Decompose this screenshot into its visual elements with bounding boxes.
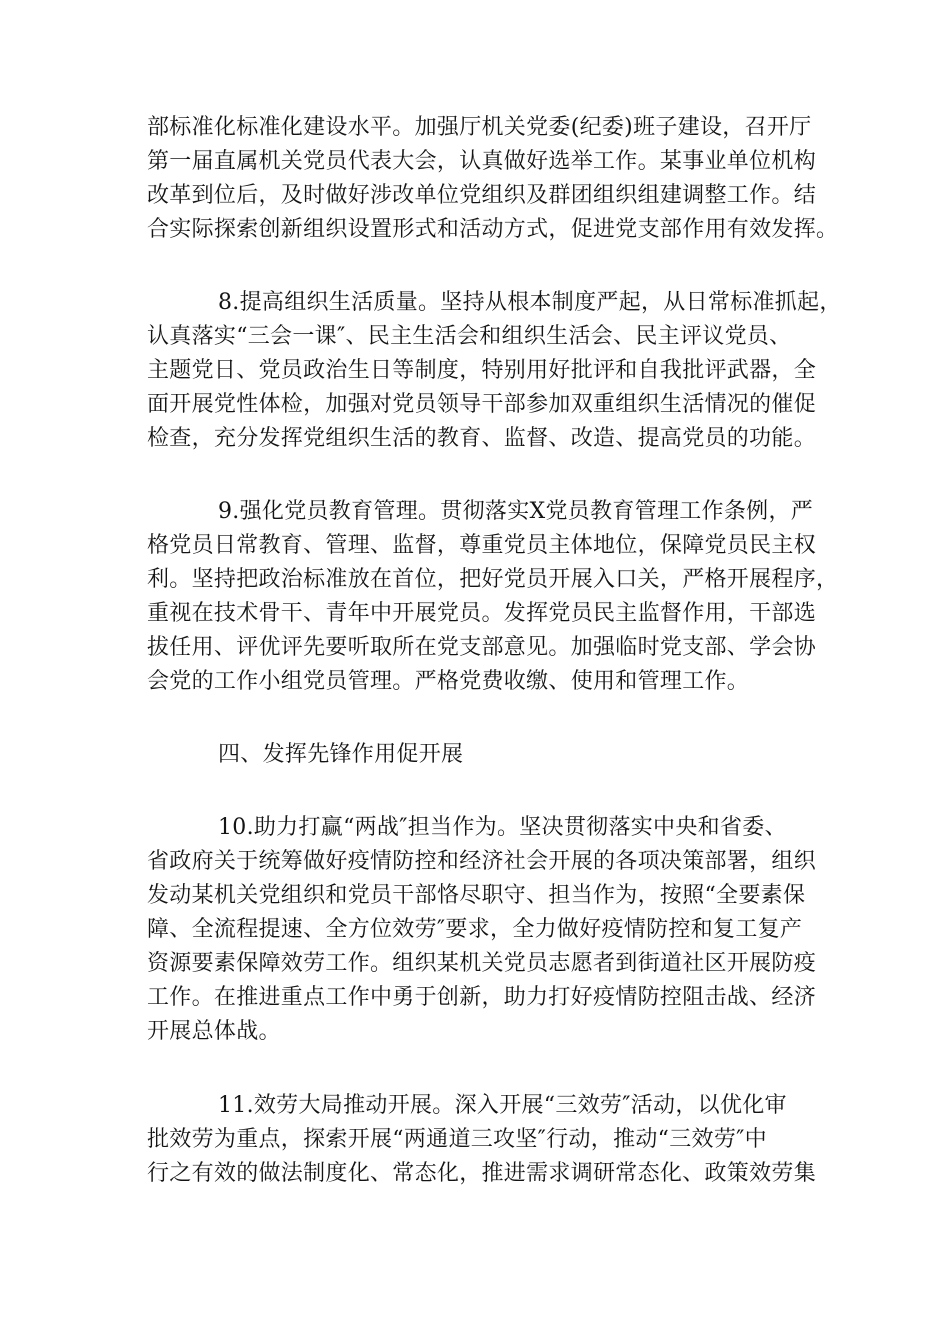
text-line: 部标准化标准化建设水平。加强厅机关党委(纪委)班子建设，召开厅 bbox=[147, 115, 812, 140]
text-line: 9.强化党员教育管理。贯彻落实X党员教育管理工作条例，严 bbox=[218, 499, 814, 524]
text-line: 行之有效的做法制度化、常态化，推进需求调研常态化、政策效劳集 bbox=[147, 1161, 817, 1186]
text-line: 第一届直属机关党员代表大会，认真做好选举工作。某事业单位机构 bbox=[147, 149, 817, 174]
text-line: 重视在技术骨干、青年中开展党员。发挥党员民主监督作用，干部选 bbox=[147, 601, 817, 626]
text-line: 检查，充分发挥党组织生活的教育、监督、改造、提高党员的功能。 bbox=[147, 426, 817, 451]
text-line: 开展总体战。 bbox=[147, 1019, 281, 1044]
text-line: 认真落实“三会一课″、民主生活会和组织生活会、民主评议党员、 bbox=[147, 324, 792, 349]
text-line: 主题党日、党员政治生日等制度，特别用好批评和自我批评武器，全 bbox=[147, 358, 817, 383]
text-line: 省政府关于统筹做好疫情防控和经济社会开展的各项决策部署，组织 bbox=[147, 849, 817, 874]
text-line: 资源要素保障效劳工作。组织某机关党员志愿者到街道社区开展防疫 bbox=[147, 951, 817, 976]
text-line: 面开展党性体检，加强对党员领导干部参加双重组织生活情况的催促 bbox=[147, 392, 817, 417]
text-line: 批效劳为重点，探索开展“两通道三攻坚″行动，推动“三效劳″中 bbox=[147, 1127, 767, 1152]
text-line: 利。坚持把政治标准放在首位，把好党员开展入口关，严格开展程序， bbox=[147, 567, 839, 592]
text-line: 工作。在推进重点工作中勇于创新，助力打好疫情防控阻击战、经济 bbox=[147, 985, 817, 1010]
text-line: 11.效劳大局推动开展。深入开展“三效劳″活动，以优化审 bbox=[218, 1093, 787, 1118]
text-line: 8.提高组织生活质量。坚持从根本制度严起，从日常标准抓起， bbox=[218, 290, 842, 315]
text-line: 障、全流程提速、全方位效劳″要求，全力做好疫情防控和复工复产 bbox=[147, 917, 803, 942]
text-line: 会党的工作小组党员管理。严格党费收缴、使用和管理工作。 bbox=[147, 669, 750, 694]
section-heading: 四、发挥先锋作用促开展 bbox=[218, 742, 464, 767]
text-line: 发动某机关党组织和党员干部恪尽职守、担当作为，按照“全要素保 bbox=[147, 883, 806, 908]
text-line: 合实际探索创新组织设置形式和活动方式，促进党支部作用有效发挥。 bbox=[147, 217, 839, 242]
text-line: 格党员日常教育、管理、监督，尊重党员主体地位，保障党员民主权 bbox=[147, 533, 817, 558]
text-line: 10.助力打赢“两战″担当作为。坚决贯彻落实中央和省委、 bbox=[218, 815, 787, 840]
text-line: 改革到位后，及时做好涉改单位党组织及群团组织组建调整工作。结 bbox=[147, 183, 817, 208]
text-line: 拔任用、评优评先要听取所在党支部意见。加强临时党支部、学会协 bbox=[147, 635, 817, 660]
